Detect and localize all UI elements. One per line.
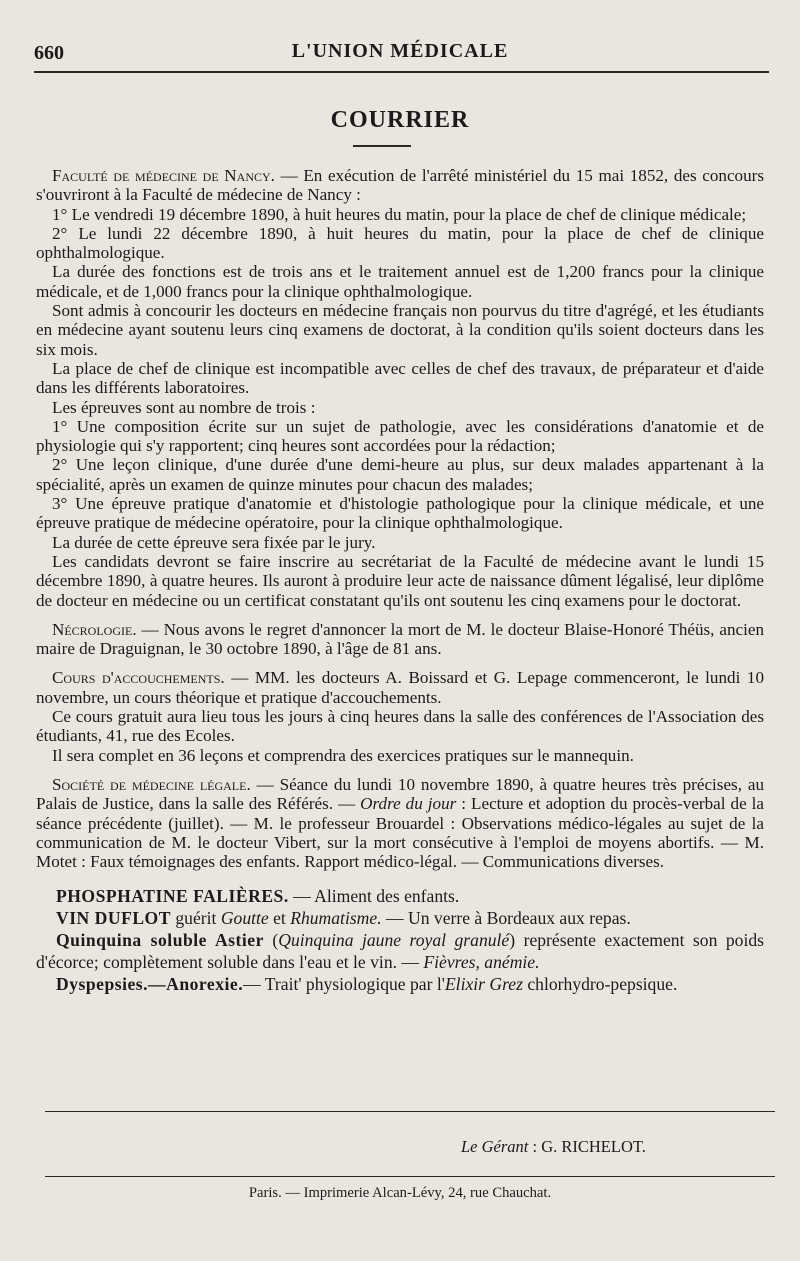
faculty-text: — En exécution de l'arrêté ministériel du 15 mai 1852, des concours s'ouvriront à la Faculté de médecine de Nancy : bbox=[36, 166, 764, 205]
ordre-du-jour: Ordre du jour bbox=[360, 794, 457, 814]
ad-dyspepsies-title: Dyspepsies.—Anorexie. bbox=[56, 974, 244, 995]
faculty-item-2: 2° Le lundi 22 décembre 1890, à huit heures du matin, pour la place de chef de clinique ophthalmologique. bbox=[36, 223, 764, 263]
ad-vin-duflot-text-3: — Un verre à Bordeaux aux repas. bbox=[381, 908, 631, 929]
footer-rule-bottom bbox=[45, 1176, 775, 1177]
section-rule bbox=[353, 145, 411, 147]
gerant-signature bbox=[461, 1137, 646, 1157]
necrologie-paragraph bbox=[36, 620, 764, 659]
cours-text: — MM. les docteurs A. Boissard et G. Lepage commenceront, le lundi 10 novembre, un cours théorique et pratique d'accouchements. bbox=[36, 668, 764, 707]
ad-quinquina-italic-2: Fièvres, anémie. bbox=[423, 952, 540, 973]
faculty-lead: Faculté de médecine de Nancy. bbox=[52, 166, 275, 185]
ad-dyspepsies-elixir: Elixir Grez bbox=[444, 974, 523, 995]
faculty-incompatibility: La place de chef de clinique est incompatible avec celles de chef des travaux, de préparateur et d'aide dans les différents laboratoires. bbox=[36, 358, 764, 398]
ad-quinquina bbox=[36, 929, 764, 973]
header-rule bbox=[34, 71, 769, 73]
ad-phosphatine-title: PHOSPHATINE FALIÈRES. bbox=[56, 886, 289, 907]
faculty-intro bbox=[36, 166, 764, 205]
article-body bbox=[36, 166, 764, 995]
ad-dyspepsies bbox=[36, 973, 764, 995]
page-number: 660 bbox=[34, 42, 64, 64]
faculty-duration: La durée des fonctions est de trois ans et le traitement annuel est de 1,200 francs pour la clinique médicale, et de 1,000 francs pour la clinique ophthalmologique. bbox=[36, 262, 764, 301]
faculty-item-1: 1° Le vendredi 19 décembre 1890, à huit heures du matin, pour la place de chef de clinique médicale; bbox=[52, 204, 747, 224]
ad-vin-duflot-text-1: guérit bbox=[170, 908, 221, 929]
ad-quinquina-title: Quinquina soluble Astier bbox=[56, 930, 264, 951]
ad-dyspepsies-text-2: chlorhydro-pepsique. bbox=[522, 974, 678, 995]
ad-phosphatine bbox=[36, 885, 764, 907]
ad-phosphatine-text: — Aliment des enfants. bbox=[288, 886, 460, 907]
gerant-name: : G. RICHELOT. bbox=[528, 1137, 646, 1156]
ad-quinquina-text-2: ) représente exactement son poids d'écorce; complètement soluble dans l'eau et le vin. — bbox=[36, 930, 764, 973]
ad-quinquina-text-1: ( bbox=[263, 930, 279, 951]
ad-vin-duflot-text-2: et bbox=[268, 908, 291, 929]
running-title: L'UNION MÉDICALE bbox=[291, 40, 509, 62]
faculty-jury: La durée de cette épreuve sera fixée par le jury. bbox=[52, 532, 376, 552]
faculty-epreuves: Les épreuves sont au nombre de trois : bbox=[52, 397, 316, 417]
necrologie-text: — Nous avons le regret d'annoncer la mort de M. le docteur Blaise-Honoré Théüs, ancien maire de Draguignan, le 30 octobre 1890, à l'âge de 81 ans. bbox=[36, 619, 764, 659]
section-title: COURRIER bbox=[330, 107, 470, 133]
epreuve-1: 1° Une composition écrite sur un sujet de pathologie, avec les considérations d'anatomie et de physiologie qui s'y rapportent; cinq heures sont accordées pour la rédaction; bbox=[36, 416, 764, 456]
cours-p2: Ce cours gratuit aura lieu tous les jours à cinq heures dans la salle des conférences de l'Association des étudiants, 41, rue des Ecoles. bbox=[36, 707, 764, 746]
epreuve-3: 3° Une épreuve pratique d'anatomie et d'histologie pathologique pour la clinique médicale, et une épreuve pratique de médecine opératoire, pour la clinique ophthalmologique. bbox=[36, 494, 764, 533]
ad-vin-duflot-goutte: Goutte bbox=[220, 908, 269, 929]
ad-dyspepsies-text-1: — Trait' physiologique par l' bbox=[243, 974, 445, 995]
footer-rule-top bbox=[45, 1111, 775, 1112]
societe-paragraph bbox=[36, 775, 764, 871]
cours-lead: Cours d'accouchements. bbox=[52, 668, 225, 688]
cours-p3: Il sera complet en 36 leçons et comprendra des exercices pratiques sur le mannequin. bbox=[52, 745, 634, 765]
gerant-label: Le Gérant bbox=[461, 1137, 529, 1156]
ad-vin-duflot bbox=[36, 907, 764, 929]
ad-vin-duflot-title: VIN DUFLOT bbox=[56, 908, 171, 929]
societe-text-2: : Lecture et adoption du procès-verbal de la séance précédente (juillet). — M. le professeur Brouardel : Observations médico-légales au sujet de la communication de M. le docteur Vibert, sur la mort consécutive à l'emploi de moyens abortifs. — M. Motet : Faux témoignages des enfants. Rapport médico-légal. — Communications diverses. bbox=[36, 794, 764, 872]
cours-paragraph bbox=[36, 668, 764, 707]
necrologie-lead: Nécrologie. bbox=[52, 619, 137, 639]
ad-quinquina-italic-1: Quinquina jaune royal granulé bbox=[278, 930, 510, 951]
imprint-line: Paris. — Imprimerie Alcan-Lévy, 24, rue Chauchat. bbox=[248, 1185, 552, 1201]
ads-block bbox=[36, 885, 764, 995]
faculty-admission: Sont admis à concourir les docteurs en médecine français non pourvus du titre d'agrégé, et les étudiants en médecine ayant soutenu leurs cinq examens de doctorat, à la condition qu'ils soient docteurs dans les six mois. bbox=[36, 301, 764, 359]
societe-lead: Société de médecine légale. bbox=[52, 774, 251, 794]
epreuve-2: 2° Une leçon clinique, d'une durée d'une demi-heure au plus, sur deux malades appartenant à la spécialité, après un examen de quinze minutes pour chacun des malades; bbox=[36, 455, 764, 494]
societe-text-1: — Séance du lundi 10 novembre 1890, à quatre heures très précises, au Palais de Justice, dans la salle des Référés. — bbox=[36, 774, 764, 814]
ad-vin-duflot-rhumatisme: Rhumatisme. bbox=[290, 908, 382, 929]
faculty-candidats: Les candidats devront se faire inscrire au secrétariat de la Faculté de médecine avant le lundi 15 décembre 1890, à quatre heures. Ils auront à produire leur acte de naissance dûment légalisé, leur diplôme de docteur en médecine ou un certificat constatant qu'ils ont soutenu les cinq examens pour le doctorat. bbox=[36, 551, 764, 610]
